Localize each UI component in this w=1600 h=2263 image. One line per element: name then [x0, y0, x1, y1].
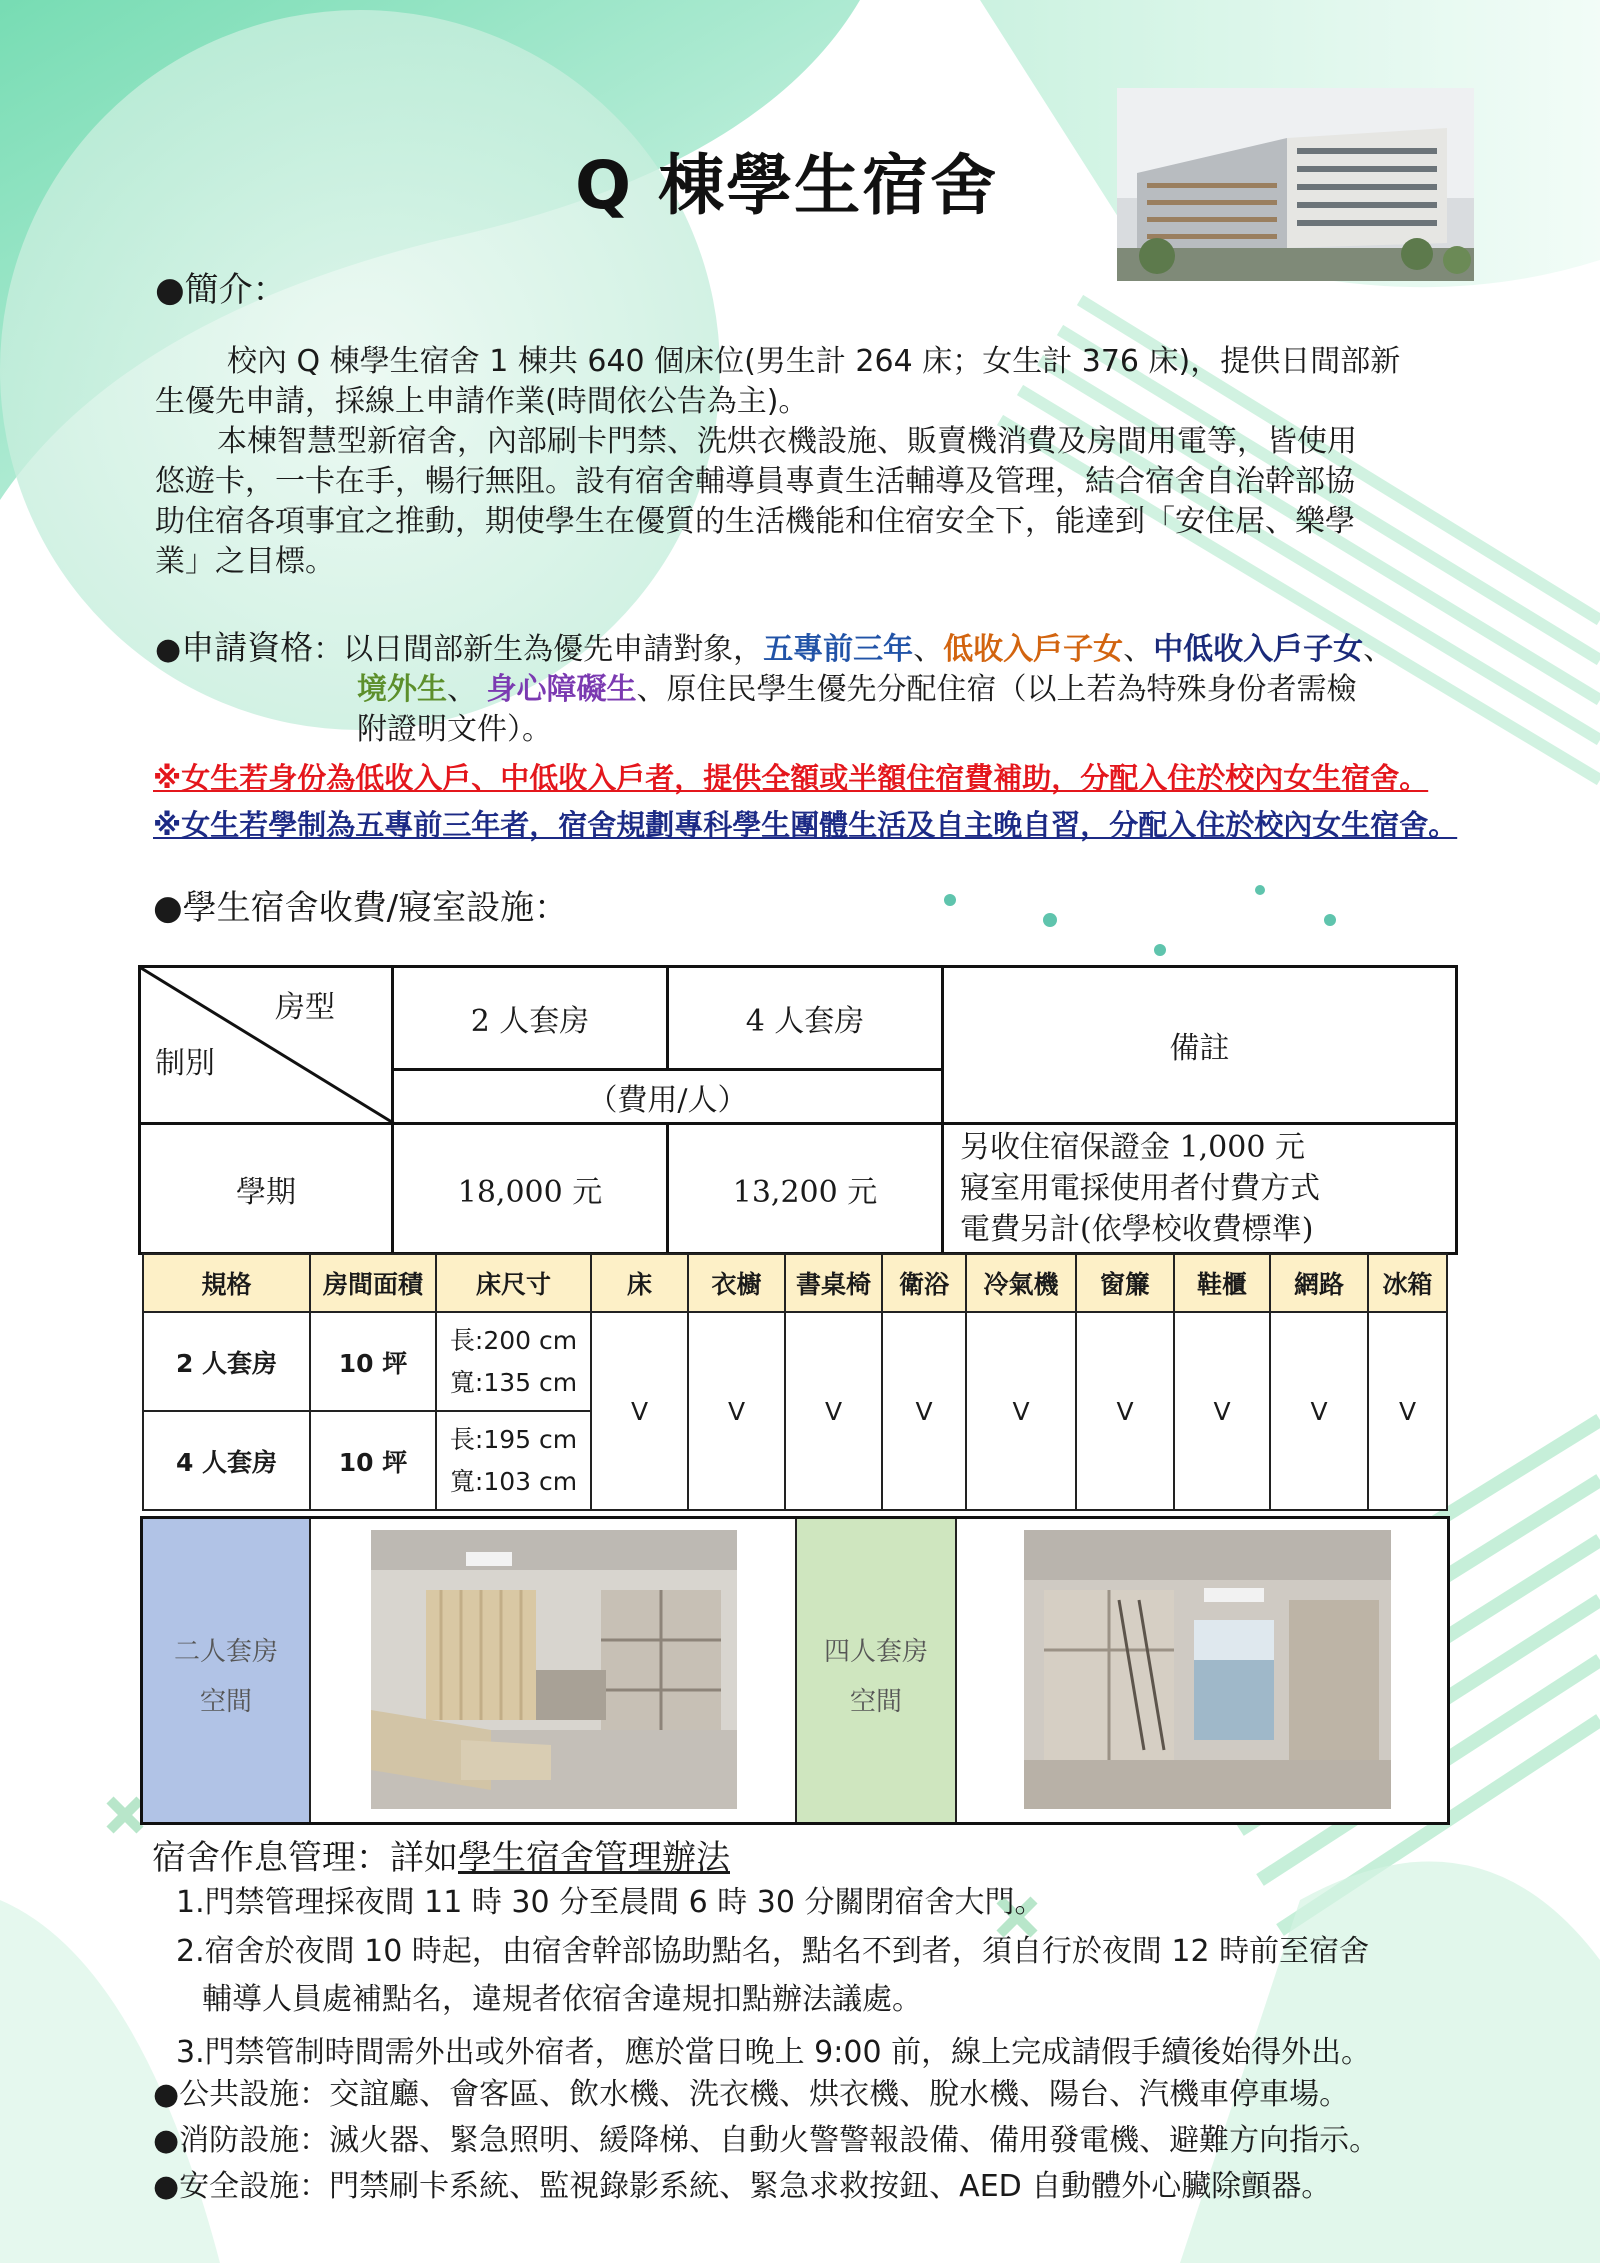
public-facilities: ●公共設施：交誼廳、會客區、飲水機、洗衣機、烘衣機、脫水機、陽台、汽機車停車場。	[153, 2077, 1350, 2112]
spec-header: 冰箱	[1368, 1254, 1447, 1312]
unit-label: （費用/人）	[393, 1070, 943, 1124]
corner-room-type: 房型	[275, 990, 335, 1025]
label-two-line1: 二人套房	[173, 1637, 278, 1667]
col-4-person: 4 人套房	[668, 967, 943, 1070]
bed-width: 寬:103 cm	[449, 1466, 578, 1496]
note-navy: ※女生若學制為五專前三年者，宿舍規劃專科學生團體生活及自主晚自習，分配入住於校內女生宿舍。	[153, 808, 1458, 842]
intro-p2-line2: 悠遊卡，一卡在手，暢行無阻。設有宿舍輔導員專責生活輔導及管理，結合宿舍自治幹部協	[155, 464, 1355, 499]
photo-cell-two	[311, 1519, 797, 1822]
eligibility-tail: 、原住民學生優先分配住宿（以上若為特殊身份者需檢	[636, 672, 1357, 707]
label-four-line1: 四人套房	[823, 1637, 928, 1667]
check-wardrobe: V	[688, 1312, 785, 1510]
remark-header: 備註	[943, 967, 1457, 1124]
fees-heading: ●學生宿舍收費/寢室設施：	[153, 888, 569, 928]
separator: 、	[447, 672, 477, 707]
fire-facilities: ●消防設施：滅火器、緊急照明、緩降梯、自動火警警報設備、備用發電機、避難方向指示。	[153, 2123, 1380, 2158]
group-mid-low-income: 中低收入戶子女	[1153, 632, 1364, 667]
eligibility-heading: 申請資格	[181, 628, 314, 667]
photo-cell-four	[957, 1519, 1447, 1822]
eligibility-intro: ：以日間部新生為優先申請對象，	[313, 632, 764, 667]
safety-facilities: ●安全設施：門禁刷卡系統、監視錄影系統、緊急求救按鈕、AED 自動體外心臟除顫器。	[153, 2169, 1332, 2204]
group-five-year: 五專前三年	[763, 632, 914, 667]
check-desk: V	[785, 1312, 882, 1510]
check-network: V	[1270, 1312, 1368, 1510]
room-area: 10 坪	[310, 1312, 436, 1411]
bed-size	[436, 1312, 591, 1411]
label-four-person	[797, 1519, 957, 1822]
spec-header: 衣櫥	[688, 1254, 785, 1312]
price-2-person: 18,000 元	[393, 1124, 668, 1254]
building-photo	[1117, 88, 1474, 281]
spec-header: 冷氣機	[966, 1254, 1076, 1312]
spec-header: 衛浴	[882, 1254, 966, 1312]
check-bathroom: V	[882, 1312, 966, 1510]
remark-line-3: 電費另計(依學校收費標準)	[960, 1212, 1314, 1247]
spec-table	[142, 1253, 1448, 1511]
col-2-person: 2 人套房	[393, 967, 668, 1070]
rule-2-line2: 輔導人員處補點名，違規者依宿舍違規扣點辦法議處。	[202, 1982, 922, 2017]
check-fridge: V	[1368, 1312, 1447, 1510]
group-low-income: 低收入戶子女	[943, 632, 1124, 667]
separator: 、	[1363, 632, 1394, 667]
corner-system: 制別	[155, 1046, 215, 1081]
management-rules	[176, 1882, 1466, 2074]
spec-header: 床	[591, 1254, 688, 1312]
check-shoe-cabinet: V	[1174, 1312, 1270, 1510]
spec-header: 床尺寸	[436, 1254, 591, 1312]
row-semester: 學期	[140, 1124, 393, 1254]
intro-p2-line3: 助住宿各項事宜之推動，期使學生在優質的生活機能和住宿安全下，能達到「安住居、樂學	[155, 504, 1355, 539]
price-4-person: 13,200 元	[668, 1124, 943, 1254]
remark-line-2: 寢室用電採使用者付費方式	[960, 1171, 1320, 1206]
spec-header: 網路	[1270, 1254, 1368, 1312]
label-four-line2: 空間	[849, 1687, 902, 1717]
group-disabled: 身心障礙生	[486, 672, 637, 707]
label-two-line2: 空間	[199, 1687, 252, 1717]
eligibility-tail-2: 附證明文件）。	[357, 712, 552, 747]
intro-paragraph	[155, 342, 1455, 582]
label-two-person	[143, 1519, 311, 1822]
room-type: 4 人套房	[143, 1411, 310, 1510]
remark-cell	[943, 1124, 1457, 1254]
bed-size	[436, 1411, 591, 1510]
intro-p1-line2: 生優先申請，採線上申請作業(時間依公告為主)。	[155, 384, 809, 419]
remark-line-1: 另收住宿保證金 1,000 元	[960, 1130, 1305, 1165]
bed-width: 寬:135 cm	[449, 1367, 578, 1397]
spec-header: 規格	[143, 1254, 310, 1312]
group-overseas: 境外生	[357, 672, 447, 707]
spec-header: 鞋櫃	[1174, 1254, 1270, 1312]
rule-1: 1.門禁管理採夜間 11 時 30 分至晨間 6 時 30 分關閉宿舍大門。	[176, 1885, 1045, 1920]
room-photo-four	[1024, 1530, 1391, 1809]
bed-length: 長:200 cm	[449, 1325, 578, 1355]
bed-length: 長:195 cm	[449, 1424, 578, 1454]
facilities-list	[153, 2072, 1463, 2210]
fee-table	[138, 965, 1458, 1255]
eligibility-section	[155, 628, 1465, 750]
management-heading-line	[152, 1830, 730, 1879]
rule-3: 3.門禁管制時間需外出或外宿者，應於當日晚上 9:00 前，線上完成請假手續後始得外出。	[176, 2035, 1372, 2070]
separator: 、	[913, 632, 944, 667]
intro-p2-line4: 業」之目標。	[155, 544, 335, 579]
room-photos	[140, 1516, 1450, 1825]
room-photo-two	[371, 1530, 737, 1809]
management-rules-link[interactable]: 學生宿舍管理辦法	[458, 1838, 730, 1878]
note-red: ※女生若身份為低收入戶、中低收入戶者，提供全額或半額住宿費補助，分配入住於校內女生宿舍。	[153, 761, 1429, 795]
intro-p1-line1: 校內 Q 棟學生宿舍 1 棟共 640 個床位(男生計 264 床；女生計 376 床)，提供日間部新	[227, 344, 1401, 379]
spec-header-row	[143, 1254, 1447, 1312]
eligibility-bullet: ●	[155, 632, 182, 667]
intro-p2-line1: 本棟智慧型新宿舍，內部刷卡門禁、洗烘衣機設施、販賣機消費及房間用電等，皆使用	[217, 424, 1357, 459]
check-bed: V	[591, 1312, 688, 1510]
spec-header: 窗簾	[1076, 1254, 1174, 1312]
room-area: 10 坪	[310, 1411, 436, 1510]
table-row	[143, 1312, 1447, 1411]
rule-2-line1: 2.宿舍於夜間 10 時起，由宿舍幹部協助點名，點名不到者，須自行於夜間 12 時前至宿舍	[176, 1934, 1370, 1969]
separator: 、	[1123, 632, 1154, 667]
spec-header: 房間面積	[310, 1254, 436, 1312]
check-aircon: V	[966, 1312, 1076, 1510]
corner-cell	[140, 967, 393, 1124]
check-curtain: V	[1076, 1312, 1174, 1510]
management-heading: 宿舍作息管理：詳如	[152, 1838, 458, 1878]
intro-heading: ●簡介：	[155, 270, 287, 310]
page-title: Q 棟學生宿舍	[575, 147, 999, 224]
room-type: 2 人套房	[143, 1312, 310, 1411]
spec-header: 書桌椅	[785, 1254, 882, 1312]
